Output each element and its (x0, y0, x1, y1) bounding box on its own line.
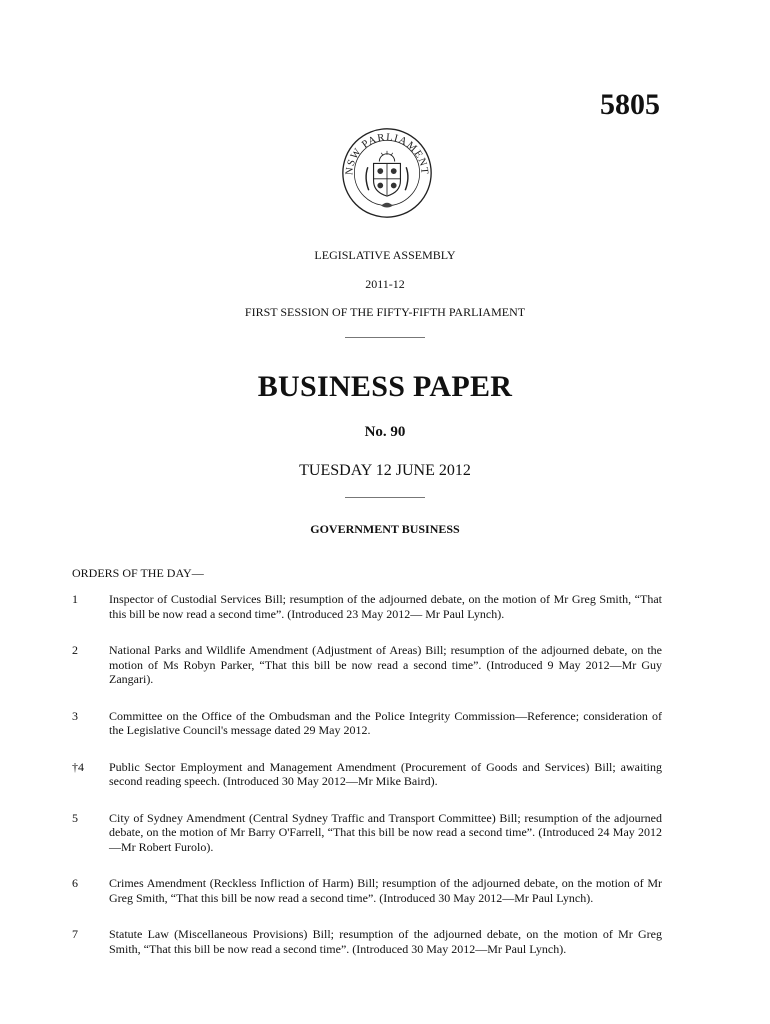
list-item (72, 811, 662, 855)
svg-text:NSW PARLIAMENT: NSW PARLIAMENT (344, 132, 430, 176)
section-heading: GOVERNMENT BUSINESS (310, 522, 460, 536)
item-text: Committee on the Office of the Ombudsman and the Police Integrity Commission—Reference; consideration of the Legislative Council's message dated 29 May 2012. (109, 708, 662, 737)
paper-number: No. 90 (364, 424, 406, 440)
session-title: FIRST SESSION OF THE FIFTY-FIFTH PARLIAMENT (244, 305, 526, 319)
item-text: Inspector of Custodial Services Bill; resumption of the adjourned debate, on the motion of Mr Greg Smith, “That this bill be now read a second time”. (Introduced 23 May 2012— Mr Paul Lynch). (109, 592, 662, 621)
item-number: 3 (72, 708, 78, 723)
item-text: Statute Law (Miscellaneous Provisions) Bill; resumption of the adjourned debate, on the motion of Mr Greg Smith, “That this bill be now read a second time”. (Introduced 30 May 2012—Mr Paul Lynch). (109, 927, 662, 956)
list-item (72, 927, 662, 956)
list-item (72, 709, 662, 738)
list-item (72, 760, 662, 789)
list-item (72, 643, 662, 687)
item-number: 7 (72, 927, 78, 941)
item-number: 1 (72, 592, 78, 606)
session-year: 2011-12 (365, 277, 405, 291)
item-text: City of Sydney Amendment (Central Sydney Traffic and Transport Committee) Bill; resumption of the adjourned debate, on the motion of Mr Barry O'Farrell, “That this bill be now read a second time”. (Introduced 24 May 2012—Mr Robert Furolo). (109, 810, 662, 854)
nsw-parliament-crest-icon (339, 125, 435, 221)
page-title: BUSINESS PAPER (257, 370, 513, 403)
item-text: National Parks and Wildlife Amendment (Adjustment of Areas) Bill; resumption of the adjourned debate, on the motion of Ms Robyn Parker, “That this bill be now read a second time”. (Introduced 9 May 2012—Mr Guy Zangari). (109, 643, 662, 686)
item-number: 6 (72, 876, 78, 890)
item-text: Crimes Amendment (Reckless Infliction of Harm) Bill; resumption of the adjourned debate, on the motion of Mr Greg Smith, “That this bill be now read a second time”. (Introduced 30 May 2012—Mr Paul Lynch). (109, 876, 662, 905)
orders-list (72, 592, 662, 978)
house-name: LEGISLATIVE ASSEMBLY (314, 248, 456, 262)
page-number: 5805 (600, 88, 660, 121)
item-text: Public Sector Employment and Management Amendment (Procurement of Goods and Services) Bill; awaiting second reading speech. (Introduced 30 May 2012—Mr Mike Baird). (109, 759, 662, 788)
paper-date: TUESDAY 12 JUNE 2012 (299, 462, 471, 479)
item-number: 2 (72, 643, 78, 657)
divider (345, 497, 425, 498)
item-number: †4 (72, 759, 84, 774)
list-item (72, 592, 662, 621)
item-number: 5 (72, 810, 78, 825)
orders-heading: ORDERS OF THE DAY— (72, 566, 204, 580)
divider (345, 337, 425, 338)
list-item (72, 876, 662, 905)
